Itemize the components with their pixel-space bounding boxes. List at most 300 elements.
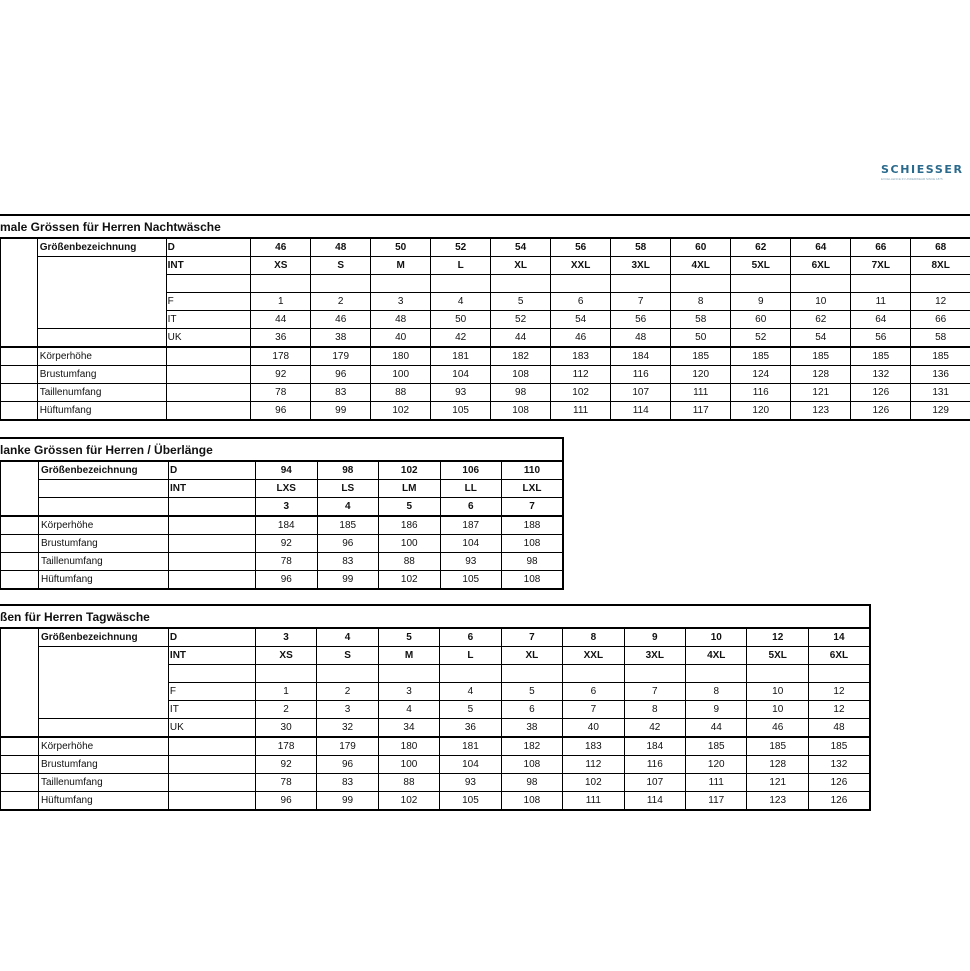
size-value bbox=[611, 275, 671, 293]
size-value: 46 bbox=[747, 719, 808, 738]
measure-value: 104 bbox=[431, 366, 491, 384]
size-value: 38 bbox=[311, 329, 371, 348]
measure-row-spacer bbox=[1, 366, 38, 384]
size-value bbox=[731, 275, 791, 293]
table-row bbox=[1, 553, 564, 571]
measure-value: 129 bbox=[911, 402, 970, 421]
size-value: 44 bbox=[491, 329, 551, 348]
measure-value: 111 bbox=[686, 774, 747, 792]
size-value: XXL bbox=[551, 257, 611, 275]
measure-value: 132 bbox=[808, 756, 870, 774]
table-row bbox=[1, 719, 871, 738]
measure-value: 96 bbox=[251, 402, 311, 421]
table-row bbox=[1, 516, 564, 535]
size-value: 8XL bbox=[911, 257, 970, 275]
measure-system-empty bbox=[169, 535, 256, 553]
measure-value: 126 bbox=[851, 384, 911, 402]
measure-value: 78 bbox=[251, 384, 311, 402]
size-value bbox=[808, 665, 870, 683]
measure-value: 96 bbox=[311, 366, 371, 384]
size-value bbox=[686, 665, 747, 683]
measure-value: 123 bbox=[791, 402, 851, 421]
size-value: 2 bbox=[255, 701, 316, 719]
brand-tagline: EXCELLENCE IN UNDERWEAR SINCE 1875 bbox=[881, 177, 943, 181]
measure-system-empty bbox=[169, 553, 256, 571]
measure-value: 78 bbox=[255, 774, 316, 792]
table-row bbox=[1, 792, 871, 811]
size-value: L bbox=[440, 647, 501, 665]
table-row bbox=[1, 480, 564, 498]
size-value: 40 bbox=[371, 329, 431, 348]
table-row bbox=[1, 774, 871, 792]
table-row bbox=[1, 498, 564, 517]
size-value: 48 bbox=[311, 238, 371, 257]
measure-value: 102 bbox=[551, 384, 611, 402]
size-value: 10 bbox=[747, 683, 808, 701]
size-value: 12 bbox=[911, 293, 970, 311]
measure-label: Brustumfang bbox=[37, 366, 166, 384]
measure-value: 92 bbox=[251, 366, 311, 384]
measure-value: 185 bbox=[747, 737, 808, 756]
size-label-spacer bbox=[39, 498, 169, 517]
measure-value: 93 bbox=[431, 384, 491, 402]
measure-value: 132 bbox=[851, 366, 911, 384]
measure-value: 99 bbox=[317, 792, 378, 811]
size-label-spacer bbox=[38, 647, 168, 719]
size-value: 60 bbox=[731, 311, 791, 329]
measure-value: 183 bbox=[563, 737, 624, 756]
size-value: 50 bbox=[671, 329, 731, 348]
measure-value: 93 bbox=[440, 553, 502, 571]
size-value: XS bbox=[251, 257, 311, 275]
measure-value: 185 bbox=[671, 347, 731, 366]
measure-row-spacer bbox=[1, 571, 39, 590]
measure-value: 100 bbox=[378, 756, 439, 774]
size-value: 5XL bbox=[731, 257, 791, 275]
measure-label: Hüftumfang bbox=[39, 571, 169, 590]
size-system-label: D bbox=[169, 461, 256, 480]
measure-value: 83 bbox=[317, 553, 379, 571]
size-label-spacer bbox=[37, 257, 166, 329]
size-value: 6 bbox=[501, 701, 562, 719]
size-value: 110 bbox=[502, 461, 564, 480]
size-table-ueberlaenge bbox=[0, 437, 564, 590]
measure-label: Hüftumfang bbox=[37, 402, 166, 421]
size-value: 6XL bbox=[808, 647, 870, 665]
size-value: 7 bbox=[501, 628, 562, 647]
size-value: 52 bbox=[731, 329, 791, 348]
measure-value: 107 bbox=[624, 774, 685, 792]
size-value: 2 bbox=[317, 683, 378, 701]
measure-system-empty bbox=[169, 571, 256, 590]
size-value: 5 bbox=[440, 701, 501, 719]
size-value: 7 bbox=[563, 701, 624, 719]
size-value: 6 bbox=[440, 628, 501, 647]
size-value: 9 bbox=[686, 701, 747, 719]
size-system-label: D bbox=[168, 628, 255, 647]
size-value: 4 bbox=[431, 293, 491, 311]
measure-row-spacer bbox=[1, 774, 39, 792]
size-value: 32 bbox=[317, 719, 378, 738]
size-value: 94 bbox=[256, 461, 318, 480]
size-value: 52 bbox=[491, 311, 551, 329]
measure-row-spacer bbox=[1, 535, 39, 553]
measure-value: 92 bbox=[256, 535, 318, 553]
measure-value: 96 bbox=[317, 535, 379, 553]
measure-row-spacer bbox=[1, 553, 39, 571]
size-value: 2 bbox=[311, 293, 371, 311]
size-value: M bbox=[371, 257, 431, 275]
size-value: 50 bbox=[371, 238, 431, 257]
size-label-spacer bbox=[38, 719, 168, 738]
measure-value: 181 bbox=[440, 737, 501, 756]
size-value: 7 bbox=[624, 683, 685, 701]
size-value: 5 bbox=[501, 683, 562, 701]
size-value: 4 bbox=[317, 628, 378, 647]
size-value: 56 bbox=[611, 311, 671, 329]
size-label-spacer bbox=[39, 480, 169, 498]
measure-value: 185 bbox=[731, 347, 791, 366]
size-value bbox=[440, 665, 501, 683]
size-value: 8 bbox=[624, 701, 685, 719]
table-row bbox=[1, 347, 970, 366]
size-value: 10 bbox=[791, 293, 851, 311]
table-row bbox=[1, 329, 970, 348]
size-value: S bbox=[311, 257, 371, 275]
measure-row-spacer bbox=[1, 792, 39, 811]
size-value: 48 bbox=[371, 311, 431, 329]
size-value bbox=[624, 665, 685, 683]
size-value: XXL bbox=[563, 647, 624, 665]
size-value bbox=[791, 275, 851, 293]
size-system-label: IT bbox=[168, 701, 255, 719]
size-value: 54 bbox=[491, 238, 551, 257]
size-value: 56 bbox=[851, 329, 911, 348]
measure-system-empty bbox=[168, 792, 255, 811]
measure-value: 107 bbox=[611, 384, 671, 402]
brand-logo bbox=[881, 163, 970, 183]
size-value: 40 bbox=[563, 719, 624, 738]
measure-value: 108 bbox=[501, 792, 562, 811]
measure-value: 78 bbox=[256, 553, 318, 571]
size-value: 7 bbox=[502, 498, 564, 517]
measure-value: 185 bbox=[317, 516, 379, 535]
measure-value: 185 bbox=[686, 737, 747, 756]
size-value: 5XL bbox=[747, 647, 808, 665]
table-row bbox=[1, 366, 970, 384]
measure-value: 131 bbox=[911, 384, 970, 402]
table-row bbox=[1, 461, 564, 480]
size-value: XL bbox=[491, 257, 551, 275]
size-value: 102 bbox=[379, 461, 441, 480]
size-value bbox=[911, 275, 970, 293]
size-value: 4 bbox=[378, 701, 439, 719]
section-title: male Grössen für Herren Nachtwäsche bbox=[0, 214, 970, 237]
size-value: 3XL bbox=[611, 257, 671, 275]
size-value: 3 bbox=[317, 701, 378, 719]
measure-label: Brustumfang bbox=[38, 756, 168, 774]
measure-system-empty bbox=[168, 774, 255, 792]
measure-value: 126 bbox=[808, 774, 870, 792]
size-value: 30 bbox=[255, 719, 316, 738]
size-system-label: INT bbox=[168, 647, 255, 665]
measure-system-empty bbox=[166, 384, 251, 402]
size-value: 62 bbox=[791, 311, 851, 329]
table-row bbox=[1, 571, 564, 590]
table-row bbox=[1, 737, 871, 756]
measure-label: Körperhöhe bbox=[38, 737, 168, 756]
size-value: 5 bbox=[491, 293, 551, 311]
size-label: Größenbezeichnung bbox=[39, 461, 169, 480]
measure-value: 111 bbox=[563, 792, 624, 811]
size-value: 62 bbox=[731, 238, 791, 257]
size-value bbox=[251, 275, 311, 293]
measure-value: 105 bbox=[431, 402, 491, 421]
size-value bbox=[431, 275, 491, 293]
size-value: 36 bbox=[440, 719, 501, 738]
size-value: 64 bbox=[791, 238, 851, 257]
measure-row-spacer bbox=[1, 384, 38, 402]
measure-value: 102 bbox=[379, 571, 441, 590]
measure-row-spacer bbox=[1, 516, 39, 535]
row-header-empty bbox=[1, 238, 38, 347]
measure-value: 183 bbox=[551, 347, 611, 366]
size-value: 9 bbox=[731, 293, 791, 311]
size-system-empty bbox=[169, 498, 256, 517]
size-value: 58 bbox=[911, 329, 970, 348]
measure-system-empty bbox=[168, 756, 255, 774]
size-value bbox=[501, 665, 562, 683]
brand-name: SCHIESSER bbox=[881, 163, 964, 176]
size-value bbox=[851, 275, 911, 293]
measure-value: 124 bbox=[731, 366, 791, 384]
size-value: 54 bbox=[551, 311, 611, 329]
size-value bbox=[551, 275, 611, 293]
size-value: 6 bbox=[563, 683, 624, 701]
measure-value: 188 bbox=[502, 516, 564, 535]
measure-value: 88 bbox=[378, 774, 439, 792]
measure-value: 104 bbox=[440, 535, 502, 553]
measure-value: 179 bbox=[317, 737, 378, 756]
measure-value: 105 bbox=[440, 571, 502, 590]
size-value: LXS bbox=[256, 480, 318, 498]
size-value: L bbox=[431, 257, 491, 275]
size-value bbox=[378, 665, 439, 683]
measure-value: 121 bbox=[747, 774, 808, 792]
size-system-label: IT bbox=[166, 311, 251, 329]
measure-value: 116 bbox=[731, 384, 791, 402]
size-value: 34 bbox=[378, 719, 439, 738]
measure-row-spacer bbox=[1, 756, 39, 774]
measure-system-empty bbox=[168, 737, 255, 756]
size-value bbox=[311, 275, 371, 293]
section-title: ßen für Herren Tagwäsche bbox=[0, 604, 871, 627]
measure-label: Taillenumfang bbox=[38, 774, 168, 792]
table-row bbox=[1, 402, 970, 421]
size-value bbox=[747, 665, 808, 683]
size-value: 4 bbox=[317, 498, 379, 517]
measure-value: 104 bbox=[440, 756, 501, 774]
measure-value: 100 bbox=[371, 366, 431, 384]
size-value: 6XL bbox=[791, 257, 851, 275]
measure-value: 93 bbox=[440, 774, 501, 792]
size-value: 46 bbox=[251, 238, 311, 257]
size-grid bbox=[0, 460, 564, 590]
size-value: 7XL bbox=[851, 257, 911, 275]
measure-value: 186 bbox=[379, 516, 441, 535]
size-value: 8 bbox=[563, 628, 624, 647]
table-row bbox=[1, 257, 970, 275]
size-system-label: F bbox=[166, 293, 251, 311]
size-value: 64 bbox=[851, 311, 911, 329]
size-value: 54 bbox=[791, 329, 851, 348]
size-system-label: INT bbox=[169, 480, 256, 498]
size-value: LS bbox=[317, 480, 379, 498]
measure-value: 114 bbox=[624, 792, 685, 811]
size-value: LXL bbox=[502, 480, 564, 498]
measure-value: 108 bbox=[491, 366, 551, 384]
size-value: 60 bbox=[671, 238, 731, 257]
size-value: 10 bbox=[686, 628, 747, 647]
measure-value: 111 bbox=[671, 384, 731, 402]
measure-value: 88 bbox=[371, 384, 431, 402]
table-row bbox=[1, 535, 564, 553]
measure-value: 126 bbox=[851, 402, 911, 421]
size-value: 58 bbox=[671, 311, 731, 329]
size-label: Größenbezeichnung bbox=[38, 628, 168, 647]
size-value bbox=[491, 275, 551, 293]
measure-row-spacer bbox=[1, 737, 39, 756]
size-value: 14 bbox=[808, 628, 870, 647]
size-value: 46 bbox=[551, 329, 611, 348]
size-value: 9 bbox=[624, 628, 685, 647]
size-grid bbox=[0, 627, 871, 811]
measure-value: 185 bbox=[808, 737, 870, 756]
measure-label: Hüftumfang bbox=[38, 792, 168, 811]
measure-value: 105 bbox=[440, 792, 501, 811]
measure-value: 182 bbox=[491, 347, 551, 366]
size-value: 3 bbox=[255, 628, 316, 647]
table-row bbox=[1, 384, 970, 402]
measure-label: Brustumfang bbox=[39, 535, 169, 553]
size-value: 4XL bbox=[686, 647, 747, 665]
size-value bbox=[317, 665, 378, 683]
size-grid bbox=[0, 237, 970, 421]
size-system-label: UK bbox=[166, 329, 251, 348]
size-value bbox=[371, 275, 431, 293]
measure-value: 99 bbox=[311, 402, 371, 421]
measure-value: 108 bbox=[502, 571, 564, 590]
measure-value: 102 bbox=[563, 774, 624, 792]
size-value: 106 bbox=[440, 461, 502, 480]
measure-value: 108 bbox=[501, 756, 562, 774]
size-value: XS bbox=[255, 647, 316, 665]
measure-value: 128 bbox=[747, 756, 808, 774]
measure-value: 88 bbox=[379, 553, 441, 571]
size-system-label: UK bbox=[168, 719, 255, 738]
size-label: Größenbezeichnung bbox=[37, 238, 166, 257]
size-value: 12 bbox=[747, 628, 808, 647]
size-value: 4 bbox=[440, 683, 501, 701]
measure-value: 136 bbox=[911, 366, 970, 384]
size-value: 10 bbox=[747, 701, 808, 719]
measure-value: 178 bbox=[255, 737, 316, 756]
size-value: 66 bbox=[851, 238, 911, 257]
size-value bbox=[255, 665, 316, 683]
size-value: 12 bbox=[808, 701, 870, 719]
row-header-empty bbox=[1, 461, 39, 516]
size-value: LM bbox=[379, 480, 441, 498]
measure-value: 96 bbox=[256, 571, 318, 590]
measure-value: 102 bbox=[371, 402, 431, 421]
size-value: 58 bbox=[611, 238, 671, 257]
measure-value: 98 bbox=[501, 774, 562, 792]
measure-label: Körperhöhe bbox=[39, 516, 169, 535]
measure-value: 114 bbox=[611, 402, 671, 421]
size-value: 11 bbox=[851, 293, 911, 311]
measure-value: 184 bbox=[624, 737, 685, 756]
size-value: 68 bbox=[911, 238, 970, 257]
measure-value: 96 bbox=[317, 756, 378, 774]
size-value: 42 bbox=[431, 329, 491, 348]
size-system-label: D bbox=[166, 238, 251, 257]
measure-value: 111 bbox=[551, 402, 611, 421]
measure-row-spacer bbox=[1, 347, 38, 366]
size-value: 7 bbox=[611, 293, 671, 311]
size-system-label: F bbox=[168, 683, 255, 701]
measure-value: 117 bbox=[671, 402, 731, 421]
table-row bbox=[1, 628, 871, 647]
measure-value: 117 bbox=[686, 792, 747, 811]
measure-value: 185 bbox=[851, 347, 911, 366]
size-table-tagwaesche bbox=[0, 604, 871, 811]
size-value: 3 bbox=[371, 293, 431, 311]
measure-value: 98 bbox=[491, 384, 551, 402]
size-value: 3 bbox=[256, 498, 318, 517]
measure-value: 126 bbox=[808, 792, 870, 811]
size-value: 12 bbox=[808, 683, 870, 701]
size-value: 3XL bbox=[624, 647, 685, 665]
size-label-spacer bbox=[37, 329, 166, 348]
size-value: 48 bbox=[611, 329, 671, 348]
measure-value: 112 bbox=[551, 366, 611, 384]
size-value: 50 bbox=[431, 311, 491, 329]
measure-label: Körperhöhe bbox=[37, 347, 166, 366]
size-value: 42 bbox=[624, 719, 685, 738]
table-row bbox=[1, 238, 970, 257]
measure-label: Taillenumfang bbox=[39, 553, 169, 571]
size-value: 56 bbox=[551, 238, 611, 257]
measure-value: 180 bbox=[378, 737, 439, 756]
size-value: 48 bbox=[808, 719, 870, 738]
measure-value: 187 bbox=[440, 516, 502, 535]
measure-value: 100 bbox=[379, 535, 441, 553]
measure-value: 120 bbox=[731, 402, 791, 421]
size-value: 52 bbox=[431, 238, 491, 257]
size-value: 6 bbox=[551, 293, 611, 311]
size-value bbox=[671, 275, 731, 293]
measure-value: 98 bbox=[502, 553, 564, 571]
measure-value: 128 bbox=[791, 366, 851, 384]
size-value: 44 bbox=[251, 311, 311, 329]
measure-value: 96 bbox=[255, 792, 316, 811]
measure-value: 180 bbox=[371, 347, 431, 366]
measure-value: 92 bbox=[255, 756, 316, 774]
measure-value: 185 bbox=[911, 347, 970, 366]
measure-value: 178 bbox=[251, 347, 311, 366]
measure-system-empty bbox=[166, 402, 251, 421]
row-header-empty bbox=[1, 628, 39, 737]
